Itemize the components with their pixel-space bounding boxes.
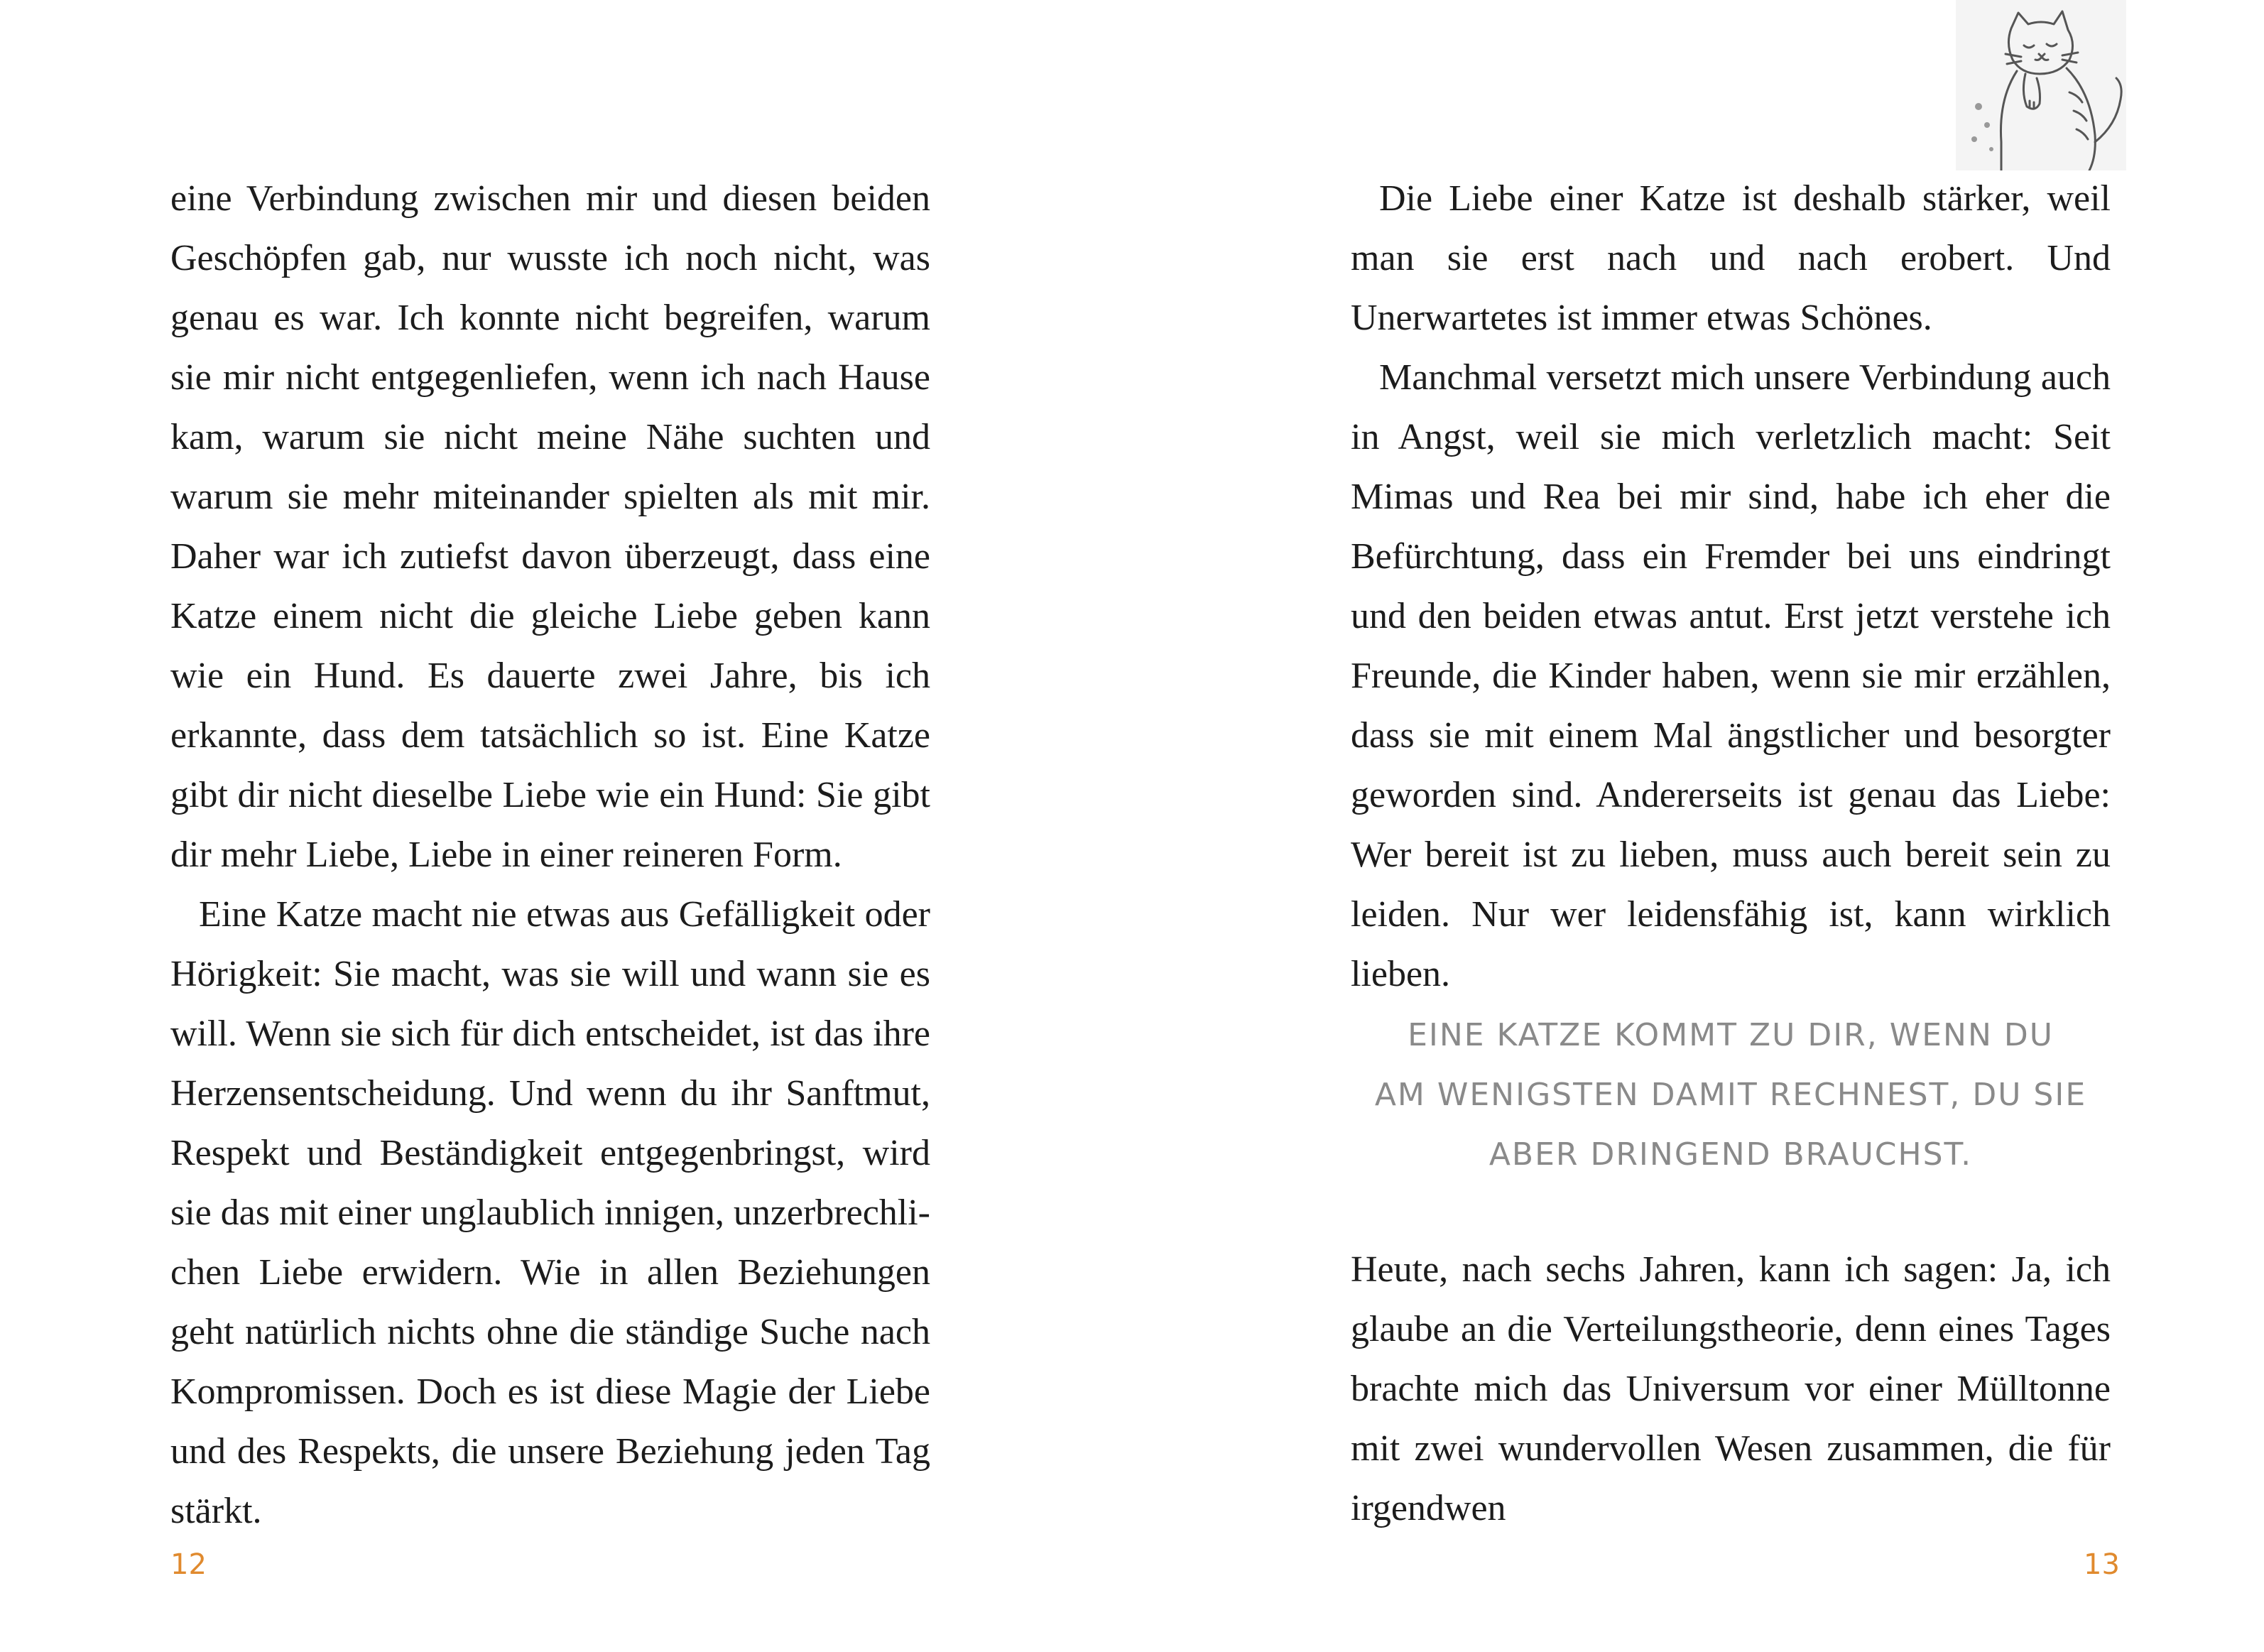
- page-number-left: 12: [170, 1548, 207, 1581]
- page-number-right: 13: [2084, 1548, 2120, 1581]
- pull-quote-line-2: AM WENIGSTEN DAMIT RECHNEST, DU SIE: [1374, 1077, 2087, 1113]
- left-paragraph-1: eine Verbindung zwischen mir und diesen beiden Geschöpfen gab, nur wusste ich noch nicht, was genau es war. Ich konnte nicht begreifen, warum sie mir nicht entgegenliefen, wenn ich nach Hause kam, warum sie nicht meine Nähe suchten und warum sie mehr miteinander spielten als mit mir. Daher war ich zutiefst davon überzeugt, dass eine Katze einem nicht die gleiche Liebe geben kann wie ein Hund. Es dauerte zwei Jahre, bis ich erkannte, dass dem tatsächlich so ist. Eine Katze gibt dir nicht dieselbe Liebe wie ein Hund: Sie gibt dir mehr Liebe, Liebe in einer reineren Form.: [170, 178, 930, 875]
- right-closing-text: [1351, 1240, 2111, 1538]
- pull-quote-line-1: EINE KATZE KOMMT ZU DIR, WENN DU: [1408, 1017, 2054, 1053]
- left-body-text: [170, 169, 930, 1541]
- right-body-text: [1351, 169, 2111, 1004]
- cat-icon: [1956, 0, 2126, 170]
- pull-quote: [1351, 1006, 2111, 1185]
- pull-quote-line-3: ABER DRINGEND BRAUCHST.: [1489, 1136, 1973, 1173]
- right-paragraph-2: Manchmal versetzt mich unsere Verbindung auch in Angst, weil sie mich verletzlich macht: Seit Mimas und Rea bei mir sind, habe ich eher die Befürchtung, dass ein Fremder bei uns eindringt und den beiden etwas antut. Erst jetzt verstehe ich Freunde, die Kinder haben, wenn sie mir erzählen, dass sie mit einem Mal ängstlicher und besorgter geworden sind. Andererseits ist genau das Liebe: Wer bereit ist zu lieben, muss auch bereit sein zu leiden. Nur wer leidensfähig ist, kann wirklich lieben.: [1351, 357, 2111, 994]
- left-paragraph-2: Eine Katze macht nie etwas aus Gefälligkeit oder Hörigkeit: Sie macht, was sie will und wann sie es will. Wenn sie sich für dich entscheidet, ist das ihre Herzensentscheidung. Und wenn du ihr Sanftmut, Respekt und Beständigkeit entgegenbringst, wird sie das mit einer unglaublich innigen, unzerbrechlichen Liebe erwidern. Wie in allen Beziehungen geht natürlich nichts ohne die ständige Suche nach Kompromissen. Doch es ist diese Magie der Liebe und des Respekts, die unsere Beziehung jeden Tag stärkt.: [170, 894, 930, 1531]
- right-page: [1132, 0, 2264, 1652]
- right-paragraph-1: Die Liebe einer Katze ist deshalb stärker, weil man sie erst nach und nach erobert. Und Unerwartetes ist immer etwas Schönes.: [1351, 178, 2111, 338]
- right-paragraph-3: Heute, nach sechs Jahren, kann ich sagen: Ja, ich glaube an die Verteilungstheorie, denn eines Tages brachte mich das Universum vor einer Mülltonne mit zwei wundervollen Wesen zusammen, die für irgendwen: [1351, 1249, 2111, 1528]
